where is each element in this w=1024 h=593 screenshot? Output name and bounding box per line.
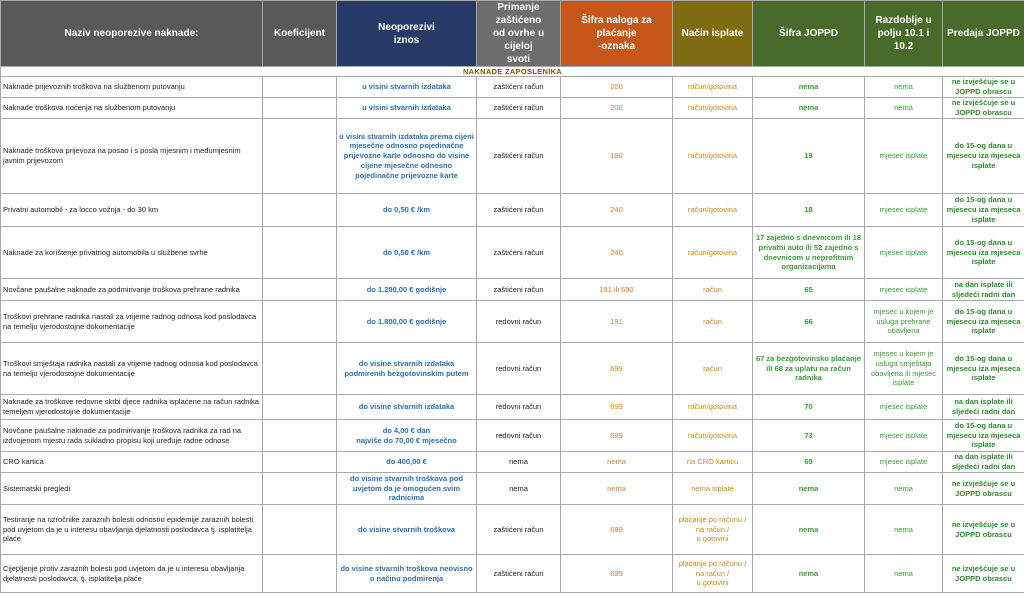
cell-sifra: 190 bbox=[561, 119, 673, 194]
cell-koeficijent bbox=[263, 420, 337, 452]
cell-iznos: do visine stvarnih izdataka bbox=[337, 395, 477, 420]
cell-nacin: nema isplate bbox=[673, 473, 753, 505]
header-iznos: Neoporezivi iznos bbox=[337, 1, 477, 67]
cell-razdoblje: mjesec isplate bbox=[865, 279, 943, 301]
table-row bbox=[1, 420, 1024, 452]
cell-naziv: Naknade prijevoznih troškova na službenom putovanju bbox=[1, 77, 263, 98]
cell-primanje: redovni račun bbox=[477, 301, 561, 343]
cell-predaja: ne izvješćuje se u JOPPD obrascu bbox=[943, 98, 1024, 119]
cell-naziv: Cijepljenje protiv zaraznih bolesti pod uvjetom da je u interesu obavljanja djelatnosti poslodavca, tj. isplatitelja plaće bbox=[1, 555, 263, 593]
cell-koeficijent bbox=[263, 194, 337, 227]
cell-iznos: do 0,50 € /km bbox=[337, 194, 477, 227]
cell-predaja: ne izvješćuje se u JOPPD obrascu bbox=[943, 77, 1024, 98]
cell-razdoblje: mjesec isplate bbox=[865, 194, 943, 227]
cell-predaja: na dan isplate ili sljedeći radni dan bbox=[943, 279, 1024, 301]
cell-naziv: CRO kartica bbox=[1, 452, 263, 473]
cell-naziv: Naknade za korištenje privatnog automobila u službene svrhe bbox=[1, 227, 263, 279]
header-koeficijent: Koeficijent bbox=[263, 1, 337, 67]
cell-primanje: redovni račun bbox=[477, 343, 561, 395]
cell-nacin: račun/gotovina bbox=[673, 77, 753, 98]
table-body bbox=[1, 67, 1024, 593]
cell-razdoblje: nema bbox=[865, 555, 943, 593]
cell-primanje: zaštićeni račun bbox=[477, 77, 561, 98]
cell-primanje: redovni račun bbox=[477, 420, 561, 452]
cell-joppd: 73 bbox=[753, 420, 865, 452]
cell-primanje: zaštićeni račun bbox=[477, 279, 561, 301]
cell-naziv: Sistematski pregledi bbox=[1, 473, 263, 505]
cell-razdoblje: mjesec u kojem je usluga prehrane obavljena bbox=[865, 301, 943, 343]
cell-nacin: račun bbox=[673, 343, 753, 395]
cell-razdoblje: mjesec isplate bbox=[865, 420, 943, 452]
cell-koeficijent bbox=[263, 227, 337, 279]
header-razdoblje: Razdoblje u polju 10.1 i 10.2 bbox=[865, 1, 943, 67]
cell-primanje: nema bbox=[477, 473, 561, 505]
cell-koeficijent bbox=[263, 343, 337, 395]
cell-naziv: Naknade troškova prijevoza na posao i s posla mjesnim i međumjesnim javnim prijevozom bbox=[1, 119, 263, 194]
cell-predaja: do 15-og dana u mjesecu iza mjeseca isplate bbox=[943, 194, 1024, 227]
cell-nacin: plaćanje po računu / na račun / u gotovini bbox=[673, 555, 753, 593]
cell-razdoblje: mjesec isplate bbox=[865, 227, 943, 279]
cell-predaja: do 15-og dana u mjesecu iza mjeseca isplate bbox=[943, 420, 1024, 452]
cell-koeficijent bbox=[263, 473, 337, 505]
cell-razdoblje: nema bbox=[865, 98, 943, 119]
table-row bbox=[1, 98, 1024, 119]
cell-predaja: do 15-og dana u mjesecu iza mjeseca isplate bbox=[943, 301, 1024, 343]
cell-razdoblje: mjesec u kojem je usluga smještaja obavljena ili mjesec isplate bbox=[865, 343, 943, 395]
cell-joppd: 69 bbox=[753, 452, 865, 473]
cell-sifra: nema bbox=[561, 452, 673, 473]
cell-koeficijent bbox=[263, 452, 337, 473]
cell-joppd: 65 bbox=[753, 279, 865, 301]
cell-primanje: zaštićeni račun bbox=[477, 119, 561, 194]
cell-nacin: na CRO karticu bbox=[673, 452, 753, 473]
cell-predaja: na dan isplate ili sljedeći radni dan bbox=[943, 395, 1024, 420]
cell-joppd: nema bbox=[753, 98, 865, 119]
table-row bbox=[1, 473, 1024, 505]
cell-iznos: do 1.800,00 € godišnje bbox=[337, 301, 477, 343]
cell-nacin: račun/gotovina bbox=[673, 194, 753, 227]
cell-primanje: zaštićeni račun bbox=[477, 505, 561, 555]
cell-joppd: 18 bbox=[753, 194, 865, 227]
cell-nacin: račun bbox=[673, 301, 753, 343]
cell-iznos: u visini stvarnih izdataka bbox=[337, 77, 477, 98]
cell-predaja: do 15-og dana u mjesecu iza mjeseca isplate bbox=[943, 343, 1024, 395]
cell-joppd: nema bbox=[753, 473, 865, 505]
table-row bbox=[1, 505, 1024, 555]
cell-joppd: 17 zajedno s dnevnicom ili 18 privatni auto ili 52 zajedno s dnevnicom u neprofitnim organizacijama bbox=[753, 227, 865, 279]
header-row bbox=[1, 1, 1024, 67]
cell-iznos: do 0,50 € /km bbox=[337, 227, 477, 279]
cell-joppd: nema bbox=[753, 505, 865, 555]
cell-primanje: zaštićeni račun bbox=[477, 227, 561, 279]
cell-predaja: do 15-og dana u mjesecu iza mjeseca isplate bbox=[943, 227, 1024, 279]
cell-sifra: 200 bbox=[561, 77, 673, 98]
cell-primanje: zaštićeni račun bbox=[477, 194, 561, 227]
cell-nacin: račun/gotovina bbox=[673, 119, 753, 194]
cell-sifra: 699 bbox=[561, 555, 673, 593]
cell-razdoblje: mjesec isplate bbox=[865, 395, 943, 420]
cell-sifra: 240 bbox=[561, 194, 673, 227]
section-title: NAKNADE ZAPOSLENIKA bbox=[1, 67, 1024, 77]
cell-razdoblje: nema bbox=[865, 505, 943, 555]
cell-primanje: nema bbox=[477, 452, 561, 473]
cell-nacin: račun/gotovina bbox=[673, 395, 753, 420]
table-row bbox=[1, 301, 1024, 343]
cell-nacin: plaćanje po računu / na račun / u gotovini bbox=[673, 505, 753, 555]
cell-naziv: Naknade za troškove redovne skrbi djece radnika isplaćene na račun radnika temeljem vjerodostojne dokumentacije bbox=[1, 395, 263, 420]
cell-predaja: ne izvješćuje se u JOPPD obrascu bbox=[943, 505, 1024, 555]
cell-joppd: 66 bbox=[753, 301, 865, 343]
cell-razdoblje: nema bbox=[865, 77, 943, 98]
cell-sifra: 191 bbox=[561, 301, 673, 343]
cell-naziv: Novčane paušalne naknade za podmirivanje troškova radnika za rad na izdvojenom mjestu rada sukladno propisu koji uređuje radne odnose bbox=[1, 420, 263, 452]
cell-iznos: do visine stvarnih troškova bbox=[337, 505, 477, 555]
cell-sifra: 699 bbox=[561, 420, 673, 452]
cell-naziv: Troškovi smještaja radnika nastali za vrijeme radnog odnosa kod poslodavca na temelju vjerodostojne dokumentacije bbox=[1, 343, 263, 395]
cell-nacin: račun/gotovina bbox=[673, 98, 753, 119]
table-row bbox=[1, 227, 1024, 279]
cell-sifra: 699 bbox=[561, 505, 673, 555]
table-row bbox=[1, 119, 1024, 194]
cell-koeficijent bbox=[263, 301, 337, 343]
cell-naziv: Testiranje na uzročnike zaraznih bolesti odnosno epidemije zaraznih bolesti pod uvjetom da je u interesu obavljanja djelatnosti poslodavca tj. isplatitelja plaće bbox=[1, 505, 263, 555]
cell-koeficijent bbox=[263, 98, 337, 119]
cell-iznos: do 1.200,00 € godišnje bbox=[337, 279, 477, 301]
section-row bbox=[1, 67, 1024, 77]
cell-joppd: 19 bbox=[753, 119, 865, 194]
cell-razdoblje: mjesec isplate bbox=[865, 119, 943, 194]
cell-naziv: Naknade troškova noćenja na službenom putovanju bbox=[1, 98, 263, 119]
cell-iznos: do visine stvarnih troškova pod uvjetom da je omogućen svim radnicima bbox=[337, 473, 477, 505]
header-primanje: Primanje zaštićeno od ovrhe u cijeloj svoti bbox=[477, 1, 561, 67]
cell-joppd: 70 bbox=[753, 395, 865, 420]
cell-predaja: do 15-og dana u mjesecu iza mjeseca isplate bbox=[943, 119, 1024, 194]
table-row bbox=[1, 279, 1024, 301]
cell-koeficijent bbox=[263, 505, 337, 555]
cell-sifra: nema bbox=[561, 473, 673, 505]
cell-sifra: 699 bbox=[561, 395, 673, 420]
cell-koeficijent bbox=[263, 279, 337, 301]
table-row bbox=[1, 194, 1024, 227]
table-row bbox=[1, 395, 1024, 420]
cell-razdoblje: nema bbox=[865, 473, 943, 505]
cell-iznos: do 4,00 € dan najviše do 70,00 € mjesečno bbox=[337, 420, 477, 452]
cell-joppd: nema bbox=[753, 77, 865, 98]
cell-koeficijent bbox=[263, 77, 337, 98]
cell-naziv: Troškovi prehrane radnika nastali za vrijeme radnog odnosa kod poslodavca na temelju vjerodostojne dokumentacije bbox=[1, 301, 263, 343]
cell-predaja: na dan isplate ili sljedeći radni dan bbox=[943, 452, 1024, 473]
cell-joppd: 67 za bezgotovinsko plaćanje ili 68 za uplatu na račun radnika bbox=[753, 343, 865, 395]
table-row bbox=[1, 343, 1024, 395]
cell-primanje: zaštićeni račun bbox=[477, 555, 561, 593]
header-predaja: Predaja JOPPD bbox=[943, 1, 1024, 67]
table-row bbox=[1, 452, 1024, 473]
cell-naziv: Novčane paušalne naknade za podmirivanje troškova prehrane radnika bbox=[1, 279, 263, 301]
header-naziv: Naziv neoporezive naknade: bbox=[1, 1, 263, 67]
cell-sifra: 191 ili 690 bbox=[561, 279, 673, 301]
cell-joppd: nema bbox=[753, 555, 865, 593]
cell-iznos: do 400,00 € bbox=[337, 452, 477, 473]
cell-koeficijent bbox=[263, 119, 337, 194]
cell-iznos: u visini stvarnih izdataka prema cijeni mjesečne odnosno pojedinačne prijevozne karte odnosno do visine cijene mjesečne odnosno pojedinačne prijevozne karte bbox=[337, 119, 477, 194]
table-row bbox=[1, 77, 1024, 98]
cell-sifra: 240 bbox=[561, 227, 673, 279]
cell-predaja: ne izvješćuje se u JOPPD obrascu bbox=[943, 555, 1024, 593]
header-sifra-naloga: Šifra naloga za plaćanje -oznaka bbox=[561, 1, 673, 67]
cell-razdoblje: mjesec isplate bbox=[865, 452, 943, 473]
cell-nacin: račun bbox=[673, 279, 753, 301]
cell-primanje: redovni račun bbox=[477, 395, 561, 420]
cell-nacin: račun/gotovina bbox=[673, 420, 753, 452]
cell-naziv: Privatni automobil - za locco vožnja - do 30 km bbox=[1, 194, 263, 227]
header-sifra-joppd: Šifra JOPPD bbox=[753, 1, 865, 67]
cell-koeficijent bbox=[263, 395, 337, 420]
cell-sifra: 699 bbox=[561, 343, 673, 395]
cell-iznos: do visine stvarnih troškova neovisno o načinu podmirenja bbox=[337, 555, 477, 593]
cell-predaja: ne izvješćuje se u JOPPD obrascu bbox=[943, 473, 1024, 505]
cell-iznos: u visini stvarnih izdataka bbox=[337, 98, 477, 119]
cell-nacin: račun/gotovina bbox=[673, 227, 753, 279]
header-nacin-isplate: Način isplate bbox=[673, 1, 753, 67]
cell-iznos: do visine stvarnih izdataka podmirenih bezgotovinskim putem bbox=[337, 343, 477, 395]
cell-sifra: 200 bbox=[561, 98, 673, 119]
cell-primanje: zaštićeni račun bbox=[477, 98, 561, 119]
